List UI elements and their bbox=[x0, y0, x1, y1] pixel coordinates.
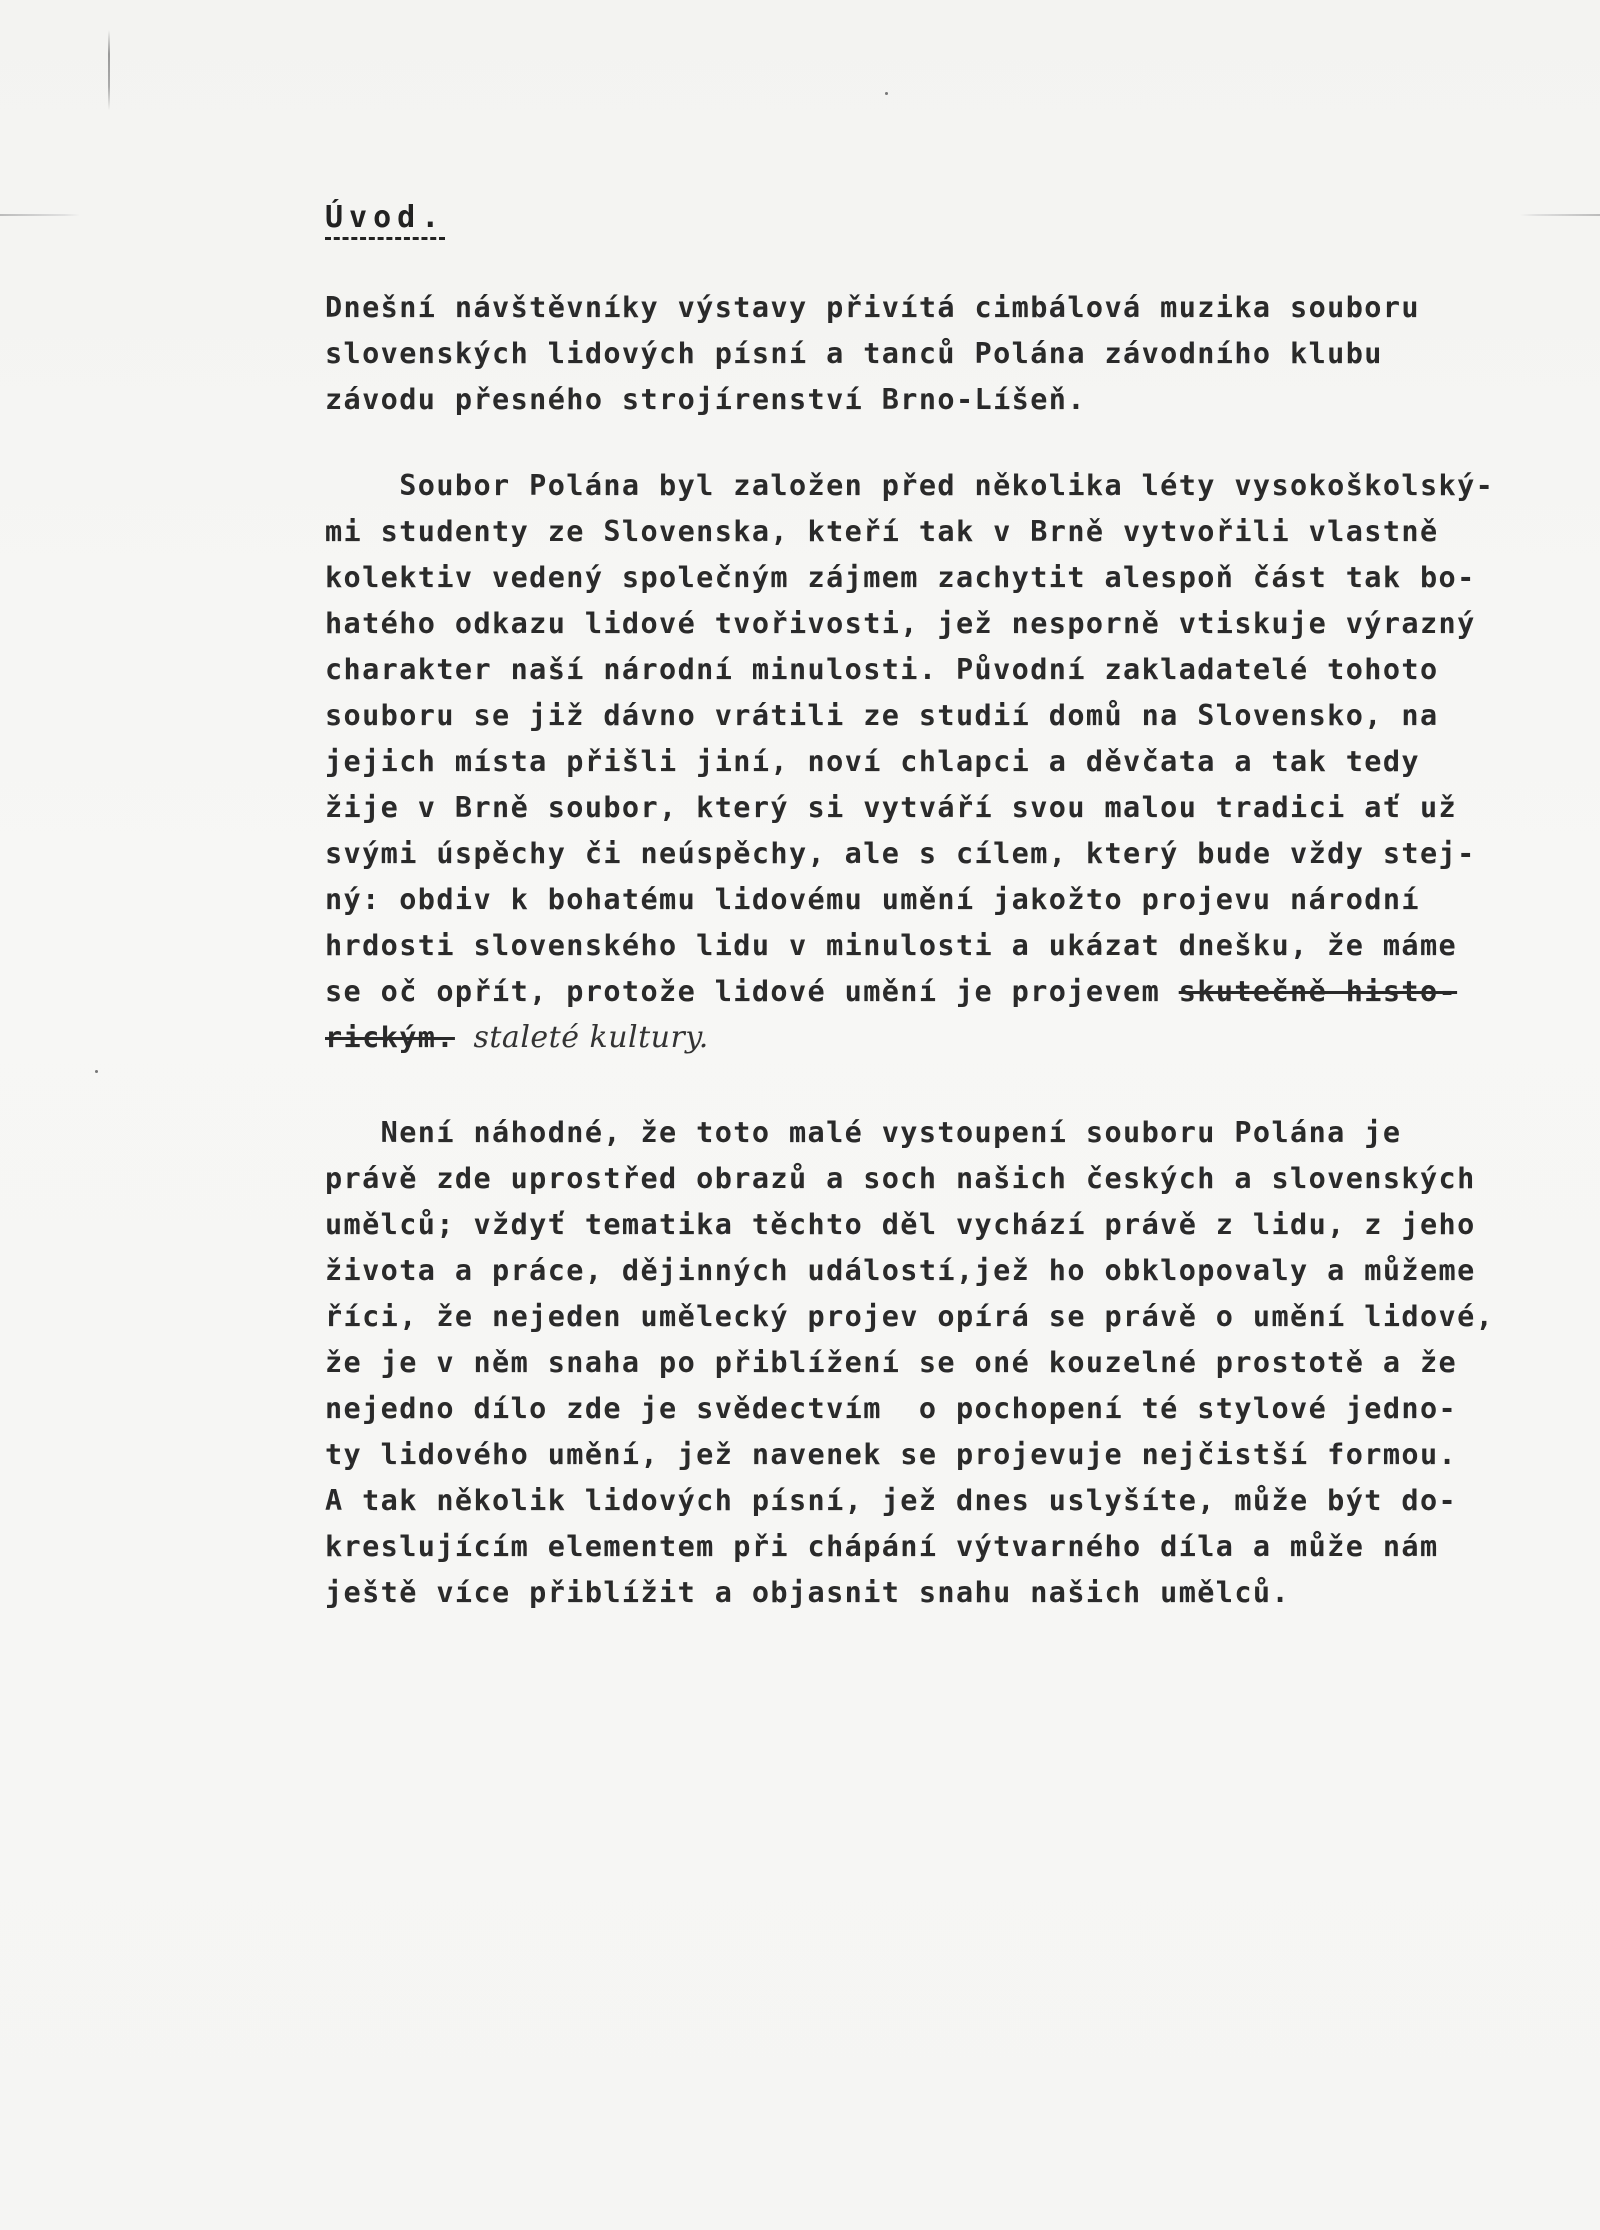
margin-mark-left bbox=[0, 214, 80, 216]
text-line: žije v Brně soubor, který si vytváří svou malou tradici ať už bbox=[325, 791, 1458, 824]
text-line: hrdosti slovenského lidu v minulosti a ukázat dnešku, že máme bbox=[325, 929, 1458, 962]
margin-mark-right bbox=[1520, 214, 1600, 216]
text-line: nejedno dílo zde je svědectvím o pochopení té stylové jedno- bbox=[325, 1392, 1458, 1425]
text-line: charakter naší národní minulosti. Původní zakladatelé tohoto bbox=[325, 653, 1439, 686]
struck-text: skutečně histo- bbox=[1178, 975, 1458, 1008]
text-line: právě zde uprostřed obrazů a soch našich českých a slovenských bbox=[325, 1162, 1476, 1195]
text-line: Není náhodné, že toto malé vystoupení souboru Polána je bbox=[325, 1116, 1402, 1149]
text-line: mi studenty ze Slovenska, kteří tak v Brně vytvořili vlastně bbox=[325, 515, 1439, 548]
struck-text: rickým. bbox=[325, 1021, 455, 1054]
text-line: života a práce, dějinných událostí,jež ho obklopovaly a můžeme bbox=[325, 1254, 1476, 1287]
paragraph-history bbox=[325, 463, 1525, 1061]
text-line: jejich místa přišli jiní, noví chlapci a děvčata a tak tedy bbox=[325, 745, 1420, 778]
text-line: A tak několik lidových písní, jež dnes uslyšíte, může být do- bbox=[325, 1484, 1458, 1517]
text-line: ty lidového umění, jež navenek se projevuje nejčistší formou. bbox=[325, 1438, 1458, 1471]
text-line: že je v něm snaha po přiblížení se oné kouzelné prostotě a že bbox=[325, 1346, 1458, 1379]
text-line: ný: obdiv k bohatému lidovému umění jakožto projevu národní bbox=[325, 883, 1420, 916]
text-line-with-correction bbox=[325, 1015, 1525, 1061]
text-line: kolektiv vedený společným zájmem zachytit alespoň část tak bo- bbox=[325, 561, 1476, 594]
text-line: závodu přesného strojírenství Brno-Líšeň. bbox=[325, 383, 1086, 416]
scan-speck bbox=[95, 1070, 98, 1073]
text-line: říci, že nejeden umělecký projev opírá se právě o umění lidové, bbox=[325, 1300, 1495, 1333]
text-line: kreslujícím elementem při chápání výtvarného díla a může nám bbox=[325, 1530, 1439, 1563]
text-line: ještě více přiblížit a objasnit snahu našich umělců. bbox=[325, 1576, 1291, 1609]
paragraph-intro bbox=[325, 285, 1525, 423]
text-line: svými úspěchy či neúspěchy, ale s cílem, který bude vždy stej- bbox=[325, 837, 1476, 870]
document-title: Úvod. bbox=[325, 200, 446, 235]
text-line: umělců; vždyť tematika těchto děl vychází právě z lidu, z jeho bbox=[325, 1208, 1476, 1241]
scan-speck bbox=[885, 92, 888, 95]
text-line: Dnešní návštěvníky výstavy přivítá cimbálová muzika souboru bbox=[325, 291, 1420, 324]
text-line: souboru se již dávno vrátili ze studií domů na Slovensko, na bbox=[325, 699, 1439, 732]
text-segment: se oč opřít, protože lidové umění je projevem bbox=[325, 975, 1179, 1008]
text-line-with-correction bbox=[325, 969, 1525, 1015]
text-line: slovenských lidových písní a tanců Polána závodního klubu bbox=[325, 337, 1383, 370]
paragraph-context bbox=[325, 1110, 1525, 1616]
text-line: Soubor Polána byl založen před několika léty vysokoškolský- bbox=[325, 469, 1495, 502]
text-line: hatého odkazu lidové tvořivosti, jež nesporně vtiskuje výrazný bbox=[325, 607, 1476, 640]
handwritten-correction: staleté kultury. bbox=[473, 1020, 709, 1055]
scan-edge-mark bbox=[108, 30, 110, 110]
